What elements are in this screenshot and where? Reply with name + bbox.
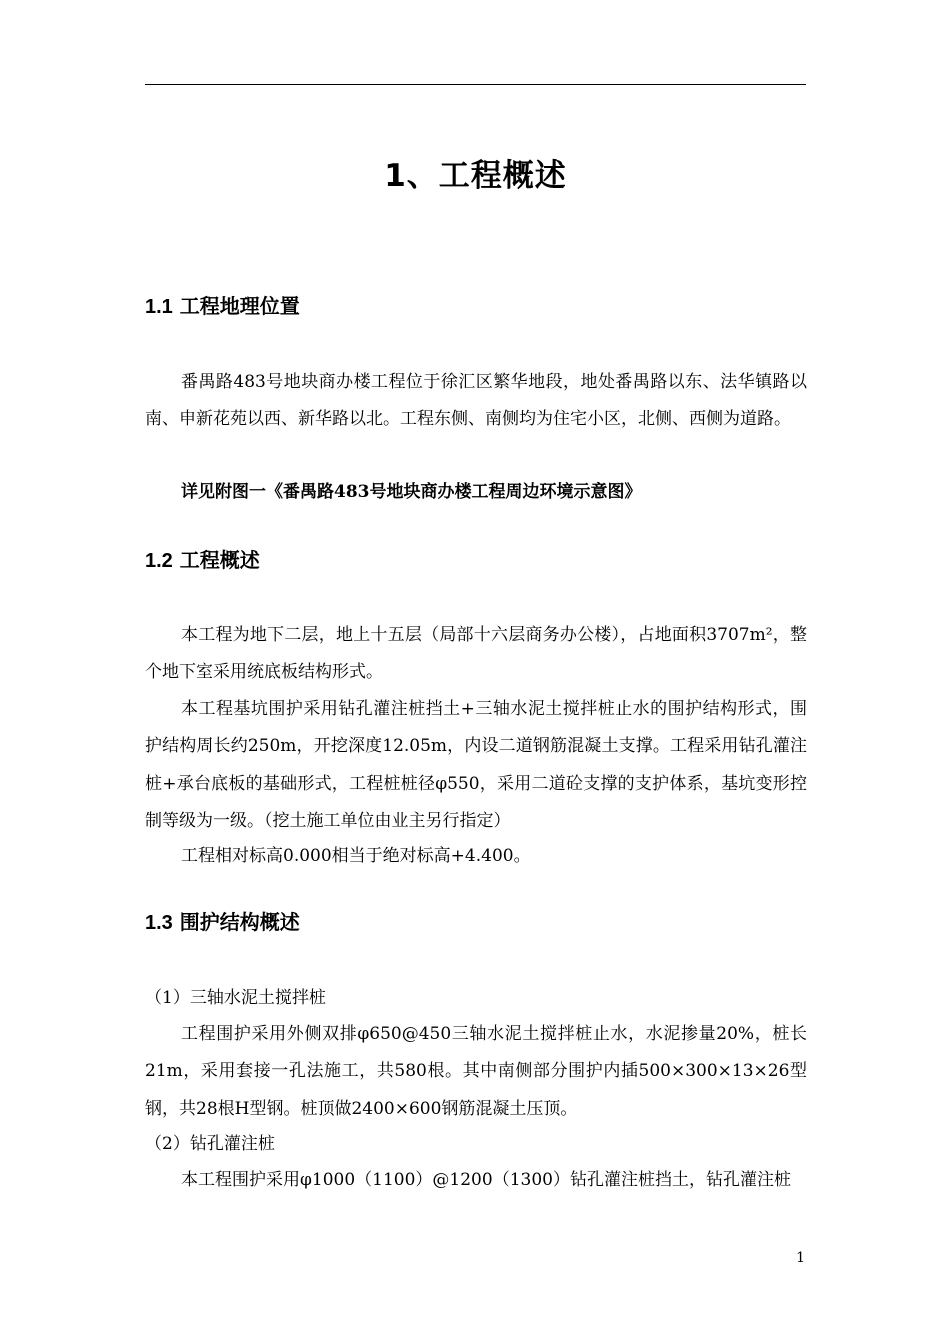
chapter-title: 1、工程概述 (384, 158, 567, 194)
header-rule (145, 84, 806, 85)
paragraph-overview-building: 本工程为地下二层，地上十五层（局部十六层商务办公楼），占地面积3707m²，整个地下室采用统底板结构形式。 (145, 625, 807, 683)
section-heading-1-3 (145, 908, 300, 937)
section-title: 工程概述 (179, 548, 260, 572)
subheading-bored-pile: （2）钻孔灌注桩 (145, 1134, 275, 1154)
subheading-mixing-pile: （1）三轴水泥土搅拌桩 (145, 988, 326, 1008)
paragraph-location: 番禺路483号地块商办楼工程位于徐汇区繁华地段，地处番禺路以东、法华镇路以南、申新花苑以西、新华路以北。工程东侧、南侧均为住宅小区，北侧、西侧为道路。 (145, 372, 807, 430)
paragraph-location-reference: 详见附图一《番禺路483号地块商办楼工程周边环境示意图》 (181, 482, 642, 502)
section-number: 1.1 (145, 296, 173, 318)
paragraph-bored-pile: 本工程围护采用φ1000（1100）@1200（1300）钻孔灌注桩挡土，钻孔灌注桩 (181, 1170, 791, 1190)
section-heading-1-2 (145, 546, 260, 575)
paragraph-mixing-pile: 工程围护采用外侧双排φ650@450三轴水泥土搅拌桩止水，水泥掺量20%，桩长21m，采用套接一孔法施工，共580根。其中南侧部分围护内插500×300×13×26型钢，共28根H型钢。桩顶做2400×600钢筋混凝土压顶。 (145, 1024, 807, 1119)
section-heading-1-1 (145, 292, 300, 321)
section-title: 工程地理位置 (179, 294, 300, 318)
section-number: 1.2 (145, 550, 173, 572)
section-number: 1.3 (145, 912, 173, 934)
paragraph-overview-elevation: 工程相对标高0.000相当于绝对标高+4.400。 (181, 846, 531, 866)
paragraph-overview-retaining: 本工程基坑围护采用钻孔灌注桩挡土+三轴水泥土搅拌桩止水的围护结构形式，围护结构周长约250m，开挖深度12.05m，内设二道钢筋混凝土支撑。工程采用钻孔灌注桩+承台底板的基础形式，工程桩桩径φ550，采用二道砼支撑的支护体系，基坑变形控制等级为一级。（挖土施工单位由业主另行指定） (145, 699, 807, 832)
page-number: 1 (796, 1250, 805, 1266)
section-title: 围护结构概述 (179, 910, 300, 934)
